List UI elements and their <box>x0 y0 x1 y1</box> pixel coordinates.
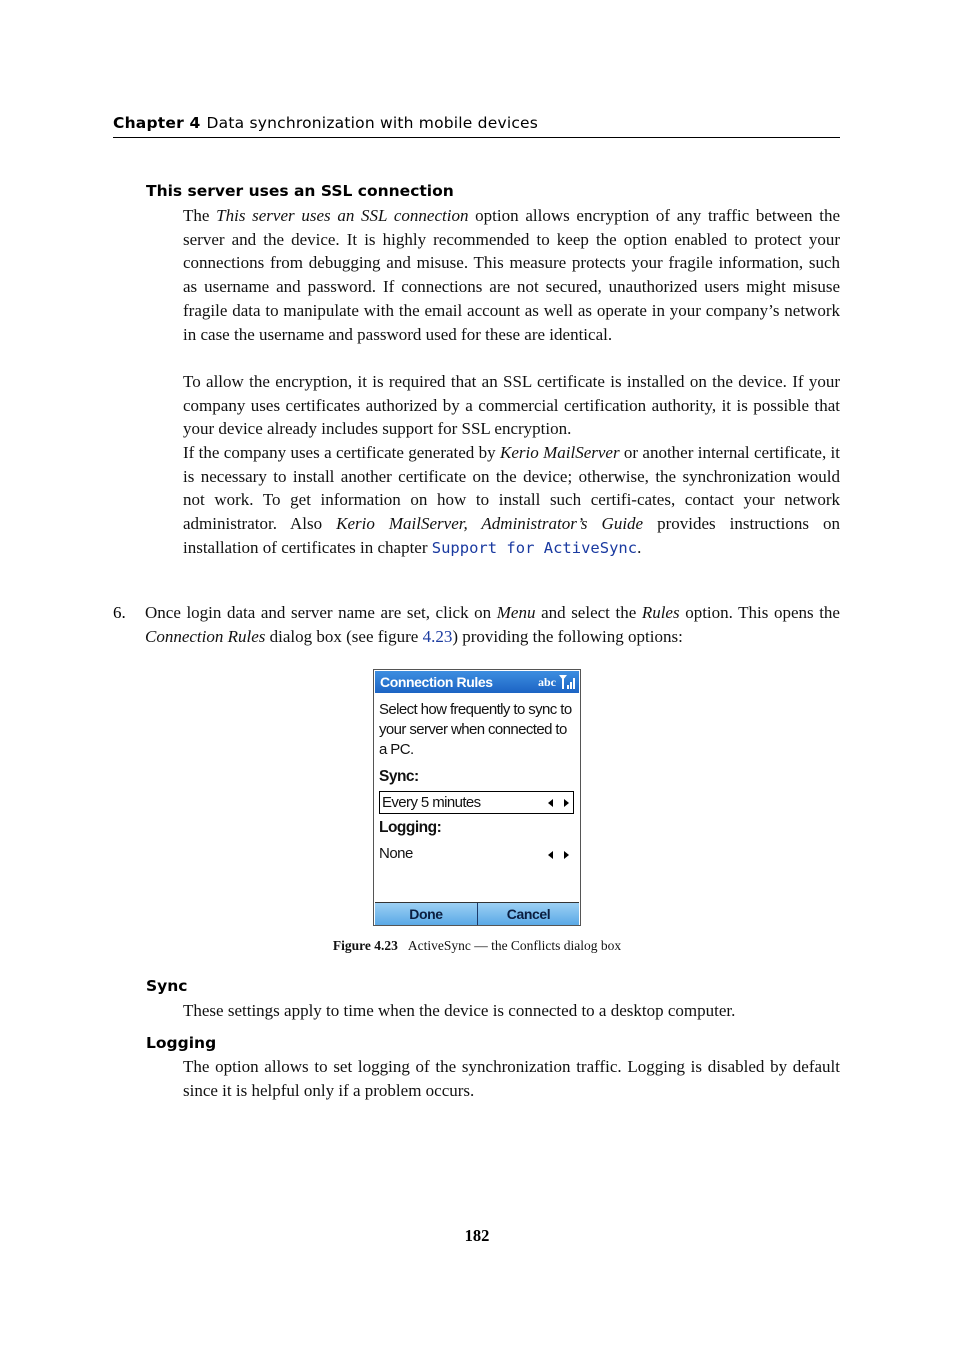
ssl-term: This server uses an SSL connection <box>146 182 454 200</box>
running-header <box>113 114 840 138</box>
figure-caption <box>0 938 954 954</box>
sync-spinner[interactable] <box>379 791 574 814</box>
done-button[interactable]: Done <box>409 906 443 922</box>
cancel-button[interactable]: Cancel <box>506 906 551 922</box>
ssl-paragraph-2: To allow the encryption, it is required that an SSL certificate is installed on the device. If your company uses certificates authorized by a commercial certification authority, it is possible that your device already includes support for SSL encryption. <box>183 372 840 439</box>
logging-term: Logging <box>146 1034 217 1052</box>
chapter-title: Data synchronization with mobile devices <box>206 114 539 132</box>
left-right-arrows-icon[interactable] <box>548 799 572 809</box>
step-6-text: Once login data and server name are set, click on Menu and select the Rules option. This opens the Connection Rules dialog box (see figure 4.23) providing the following options: <box>145 603 840 646</box>
sync-label: Sync: <box>379 768 419 785</box>
sync-term: Sync <box>146 977 188 995</box>
logging-label: Logging: <box>379 819 442 836</box>
logging-value[interactable]: None <box>379 845 413 862</box>
support-for-activesync-link[interactable]: Support for ActiveSync <box>431 538 638 557</box>
softkey-bar <box>375 902 579 925</box>
left-right-arrows-icon[interactable] <box>548 851 572 861</box>
step-number: 6. <box>113 603 126 622</box>
sync-value: Every 5 minutes <box>382 794 481 811</box>
signal-strength-icon <box>559 674 577 690</box>
dialog-description: Select how frequently to sync to your server when connected to a PC. <box>379 701 572 758</box>
connection-rules-dialog <box>373 669 581 926</box>
figure-reference-link[interactable]: 4.23 <box>422 626 453 646</box>
ssl-option-name: This server uses an SSL connection <box>216 206 469 225</box>
input-mode-indicator: abc <box>538 675 556 689</box>
logging-definition: The option allows to set logging of the synchronization traffic. Logging is disabled by default since it is helpful only if a problem occurs. <box>183 1057 840 1100</box>
dialog-title: Connection Rules <box>380 674 493 690</box>
figure-label: Figure 4.23 <box>332 938 398 953</box>
chapter-label: Chapter 4 <box>113 114 201 132</box>
sync-definition: These settings apply to time when the device is connected to a desktop computer. <box>183 1001 736 1020</box>
ssl-paragraph-1: The This server uses an SSL connection option allows encryption of any traffic between the server and the device. It is highly recommended to keep the option enabled to protect your connections from debugging and misuse. This measure protects your fragile information, such as username and password. If connections are not secured, unauthorized users might misuse fragile data to manipulate with the email account as well as operate in your company’s network in case the username and password used for these are identical. <box>183 206 840 344</box>
dialog-title-bar <box>375 671 579 693</box>
ssl-paragraph-3: If the company uses a certificate generated by Kerio MailServer or another internal certificate, it is necessary to install another certificate on the device; otherwise, the synchronization would not work. To get information on how to install such certifi-cates, contact your network administrator. Also Kerio MailServer, Administrator’s Guide provides instructions on installation of certificates in chapter Support for ActiveSync. <box>183 443 840 557</box>
page-number: 182 <box>464 1226 490 1245</box>
figure-caption-text: ActiveSync — the Conflicts dialog box <box>407 938 622 953</box>
